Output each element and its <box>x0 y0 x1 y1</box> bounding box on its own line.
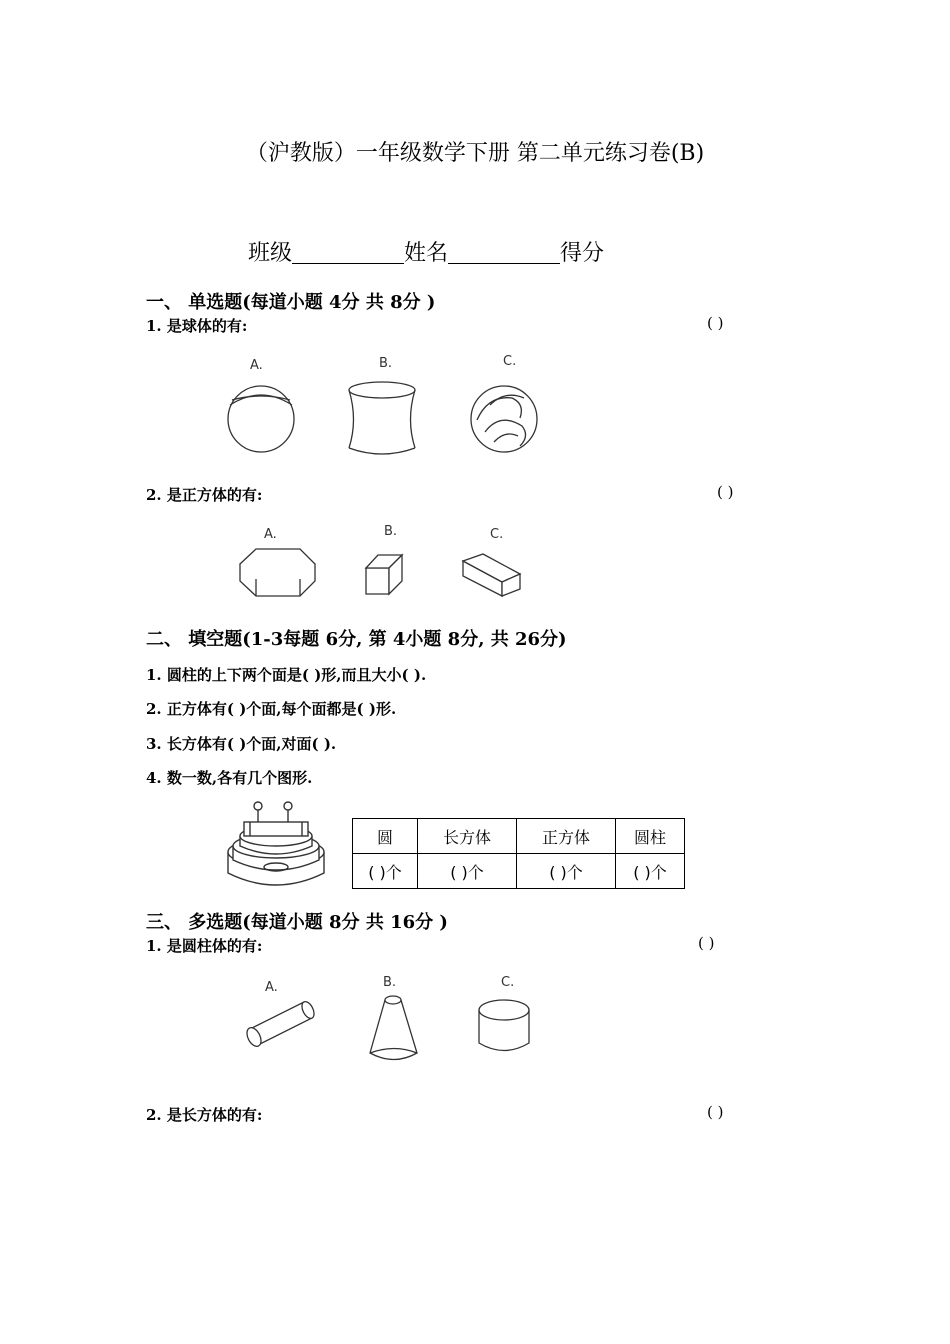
header-circle: 圆 <box>353 819 418 854</box>
class-label: 班级 <box>248 241 293 266</box>
answer-cube[interactable]: ( )个 <box>517 854 616 889</box>
lying-cylinder-figure <box>244 1000 316 1049</box>
s3-q2-answer-paren[interactable]: ( ) <box>707 1103 724 1121</box>
count-table-answer-row <box>353 854 685 889</box>
s1-q1-label-b: B. <box>379 356 393 371</box>
count-table <box>352 818 685 889</box>
count-table-header-row <box>353 819 685 854</box>
answer-cylinder[interactable]: ( )个 <box>616 854 685 889</box>
section3-heading: 三、 多选题(每道小题 8分 共 16分 ) <box>146 912 448 933</box>
section1-heading: 一、 单选题(每道小题 4分 共 8分 ) <box>146 292 436 313</box>
drum-figure <box>349 382 415 454</box>
s1-q1-label-a: A. <box>250 358 263 373</box>
s2-q4: 4. 数一数,各有几个图形. <box>146 769 313 787</box>
s1-q1-answer-paren[interactable]: ( ) <box>707 314 724 332</box>
section2-heading: 二、 填空题(1-3每题 6分, 第 4小题 8分, 共 26分) <box>146 629 567 650</box>
cake-figure <box>228 802 324 885</box>
s2-q3: 3. 长方体有( )个面,对面( ). <box>146 735 337 753</box>
s1-q2-text: 2. 是正方体的有: <box>146 486 263 504</box>
hexagonal-prism-figure <box>240 549 315 596</box>
s1-q2-answer-paren[interactable]: ( ) <box>717 483 734 501</box>
sphere-cut-figure <box>228 386 294 452</box>
name-label: 姓名 <box>404 241 449 266</box>
score-label: 得分 <box>560 241 605 266</box>
header-cube: 正方体 <box>517 819 616 854</box>
short-cylinder-figure <box>479 1000 529 1051</box>
s3-q1-answer-paren[interactable]: ( ) <box>698 934 715 952</box>
cone-frustum-figure <box>370 996 417 1060</box>
s2-q2: 2. 正方体有( )个面,每个面都是( )形. <box>146 700 397 718</box>
header-cuboid: 长方体 <box>418 819 517 854</box>
s1-q1-label-c: C. <box>503 354 517 369</box>
ball-figure <box>471 386 537 452</box>
s3-q1-label-b: B. <box>383 975 397 990</box>
s1-q2-label-b: B. <box>384 524 398 539</box>
cuboid-figure <box>463 554 520 596</box>
s1-q2-label-c: C. <box>490 527 504 542</box>
s3-q2-text: 2. 是长方体的有: <box>146 1106 263 1124</box>
s1-q2-label-a: A. <box>264 527 277 542</box>
header-cylinder: 圆柱 <box>616 819 685 854</box>
answer-cuboid[interactable]: ( )个 <box>418 854 517 889</box>
page-title: （沪教版）一年级数学下册 第二单元练习卷(B) <box>245 141 705 166</box>
s1-q1-text: 1. 是球体的有: <box>146 317 248 335</box>
s3-q1-text: 1. 是圆柱体的有: <box>146 937 263 955</box>
answer-circle[interactable]: ( )个 <box>353 854 418 889</box>
s2-q1: 1. 圆柱的上下两个面是( )形,而且大小( ). <box>146 666 427 684</box>
cube-figure <box>366 555 402 594</box>
s3-q1-label-c: C. <box>501 975 515 990</box>
s3-q1-label-a: A. <box>265 980 278 995</box>
